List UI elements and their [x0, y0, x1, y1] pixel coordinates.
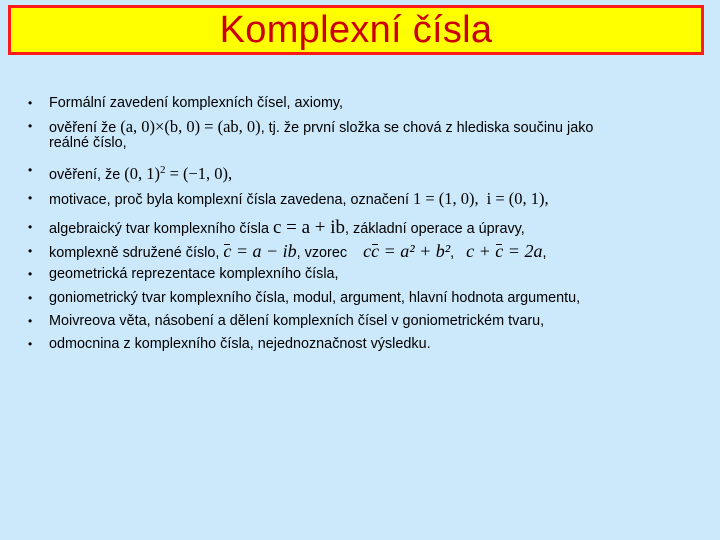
math-rest: = (−1, 0),	[165, 164, 233, 183]
text-segment: komplexně sdružené číslo,	[49, 245, 224, 261]
bullet: •	[28, 119, 33, 133]
overline-c: c	[495, 241, 504, 261]
overline-c: c	[371, 241, 380, 261]
formula-rest: = a − ib	[231, 241, 297, 261]
bullet: •	[28, 163, 33, 177]
math-expression: 1 = (1, 0),	[412, 189, 479, 208]
math-expression: (a, 0)×(b, 0) = (ab, 0)	[120, 117, 261, 136]
separator: ,	[450, 245, 455, 261]
bullet: •	[28, 220, 33, 234]
list-item-text: geometrická reprezentace komplexního čísla,	[49, 266, 339, 282]
math-superscript: 2	[159, 164, 166, 176]
math-expression: i = (0, 1),	[486, 189, 549, 208]
bullet: •	[28, 191, 33, 205]
formula-rest: = a² + b²	[379, 241, 451, 261]
conjugate-formula	[223, 241, 296, 261]
text-segment: motivace, proč byla komplexní čísla zavedena, označení	[49, 192, 413, 208]
text-segment: algebraický tvar komplexního čísla	[49, 221, 273, 237]
bullet: •	[28, 96, 33, 110]
list-item-text	[49, 162, 709, 184]
product-formula	[363, 241, 450, 261]
list-item-text: Moivreova věta, násobení a dělení komplexních čísel v goniometrickém tvaru,	[49, 313, 545, 329]
bullet: •	[28, 314, 33, 328]
bullet: •	[28, 337, 33, 351]
list-item-text	[49, 190, 709, 209]
math-base: (0, 1)	[124, 164, 160, 183]
text-segment: ověření, že	[49, 167, 125, 183]
list-item-text	[49, 243, 709, 262]
bullet: •	[28, 244, 33, 258]
math-expression: c = a + ib	[272, 217, 346, 238]
math-expression	[124, 164, 232, 183]
text-segment: , základní operace a úpravy,	[345, 221, 525, 237]
text-segment: ověření že	[49, 120, 121, 136]
overline-c: c	[223, 241, 232, 261]
bullet: •	[28, 267, 33, 281]
list-item-text: Formální zavedení komplexních čísel, axiomy,	[49, 95, 344, 111]
list-item-text: reálné číslo,	[49, 135, 127, 151]
bullet: •	[28, 291, 33, 305]
title-banner	[8, 5, 704, 55]
slide-title: Komplexní čísla	[219, 8, 493, 51]
list-item-text: goniometrický tvar komplexního čísla, modul, argument, hlavní hodnota argumentu,	[49, 290, 581, 306]
formula-c: c +	[466, 241, 496, 261]
formula-c: c	[363, 241, 372, 261]
list-item-text	[49, 219, 709, 238]
separator: ,	[542, 245, 547, 261]
formula-rest: = 2a	[503, 241, 543, 261]
sum-formula	[466, 241, 542, 261]
list-item-text: odmocnina z komplexního čísla, nejednoznačnost výsledku.	[49, 336, 431, 352]
text-segment: , tj. že první složka se chová z hlediska součinu jako	[260, 120, 594, 136]
text-segment: , vzorec	[296, 245, 352, 261]
